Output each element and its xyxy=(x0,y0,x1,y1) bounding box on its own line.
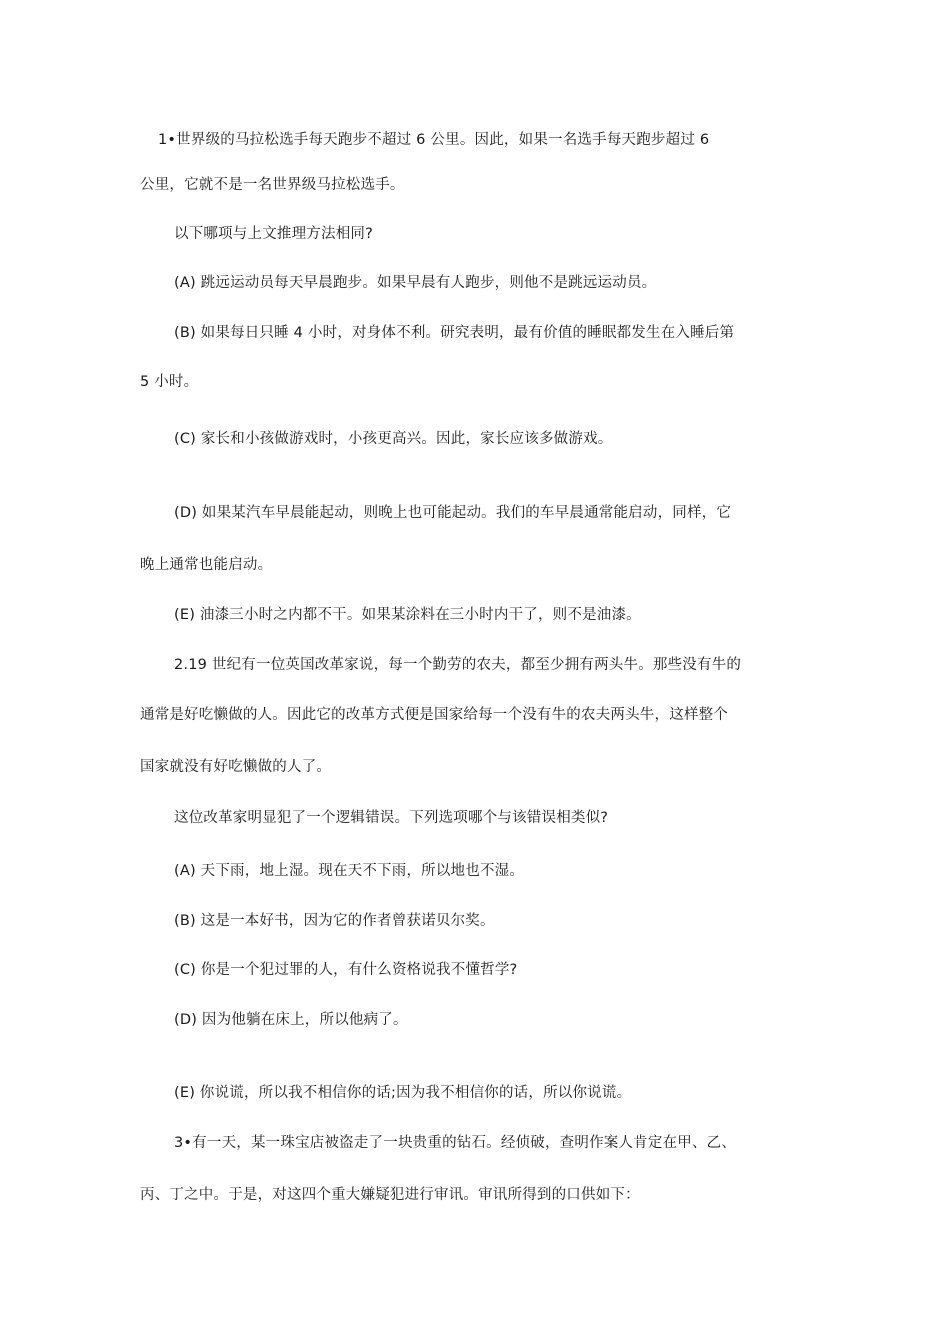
q1-option-d-line-2: 晚上通常也能启动。 xyxy=(140,557,273,573)
q1-option-b-line-1: (B) 如果每日只睡 4 小时，对身体不利。研究表明，最有价值的睡眠都发生在入睡后第 xyxy=(174,325,735,341)
q2-prompt: 这位改革家明显犯了一个逻辑错误。下列选项哪个与该错误相类似? xyxy=(174,810,609,826)
q1-option-c: (C) 家长和小孩做游戏时，小孩更高兴。因此，家长应该多做游戏。 xyxy=(174,431,613,447)
q1-option-e: (E) 油漆三小时之内都不干。如果某涂料在三小时内干了，则不是油漆。 xyxy=(174,607,641,623)
q2-option-e: (E) 你说谎，所以我不相信你的话;因为我不相信你的话，所以你说谎。 xyxy=(174,1085,632,1101)
q2-option-b: (B) 这是一本好书，因为它的作者曾获诺贝尔奖。 xyxy=(174,913,495,929)
q3-stem-line-2: 丙、丁之中。于是，对这四个重大嫌疑犯进行审讯。审讯所得到的口供如下： xyxy=(140,1187,640,1203)
q1-stem-line-1: 1•世界级的马拉松选手每天跑步不超过 6 公里。因此，如果一名选手每天跑步超过 6 xyxy=(158,132,710,148)
q1-stem-line-2: 公里，它就不是一名世界级马拉松选手。 xyxy=(140,177,405,193)
q1-prompt: 以下哪项与上文推理方法相同? xyxy=(174,226,373,242)
q1-option-a: (A) 跳远运动员每天早晨跑步。如果早晨有人跑步，则他不是跳远运动员。 xyxy=(174,275,657,291)
q2-option-c: (C) 你是一个犯过罪的人，有什么资格说我不懂哲学? xyxy=(174,962,518,978)
q1-option-b-line-2: 5 小时。 xyxy=(140,374,199,390)
q2-stem-line-3: 国家就没有好吃懒做的人了。 xyxy=(140,759,332,775)
q2-option-a: (A) 天下雨，地上湿。现在天不下雨，所以地也不湿。 xyxy=(174,863,525,879)
q2-stem-line-1: 2.19 世纪有一位英国改革家说，每一个勤劳的农夫，都至少拥有两头牛。那些没有牛的 xyxy=(174,657,742,673)
q3-stem-line-1: 3•有一天，某一珠宝店被盗走了一块贵重的钻石。经侦破，查明作案人肯定在甲、乙、 xyxy=(174,1135,737,1151)
q2-option-d: (D) 因为他躺在床上，所以他病了。 xyxy=(174,1012,408,1028)
q1-option-d-line-1: (D) 如果某汽车早晨能起动，则晚上也可能起动。我们的车早晨通常能启动，同样，它 xyxy=(174,505,732,521)
q2-stem-line-2: 通常是好吃懒做的人。因此它的改革方式便是国家给每一个没有牛的农夫两头牛，这样整个 xyxy=(140,707,728,723)
